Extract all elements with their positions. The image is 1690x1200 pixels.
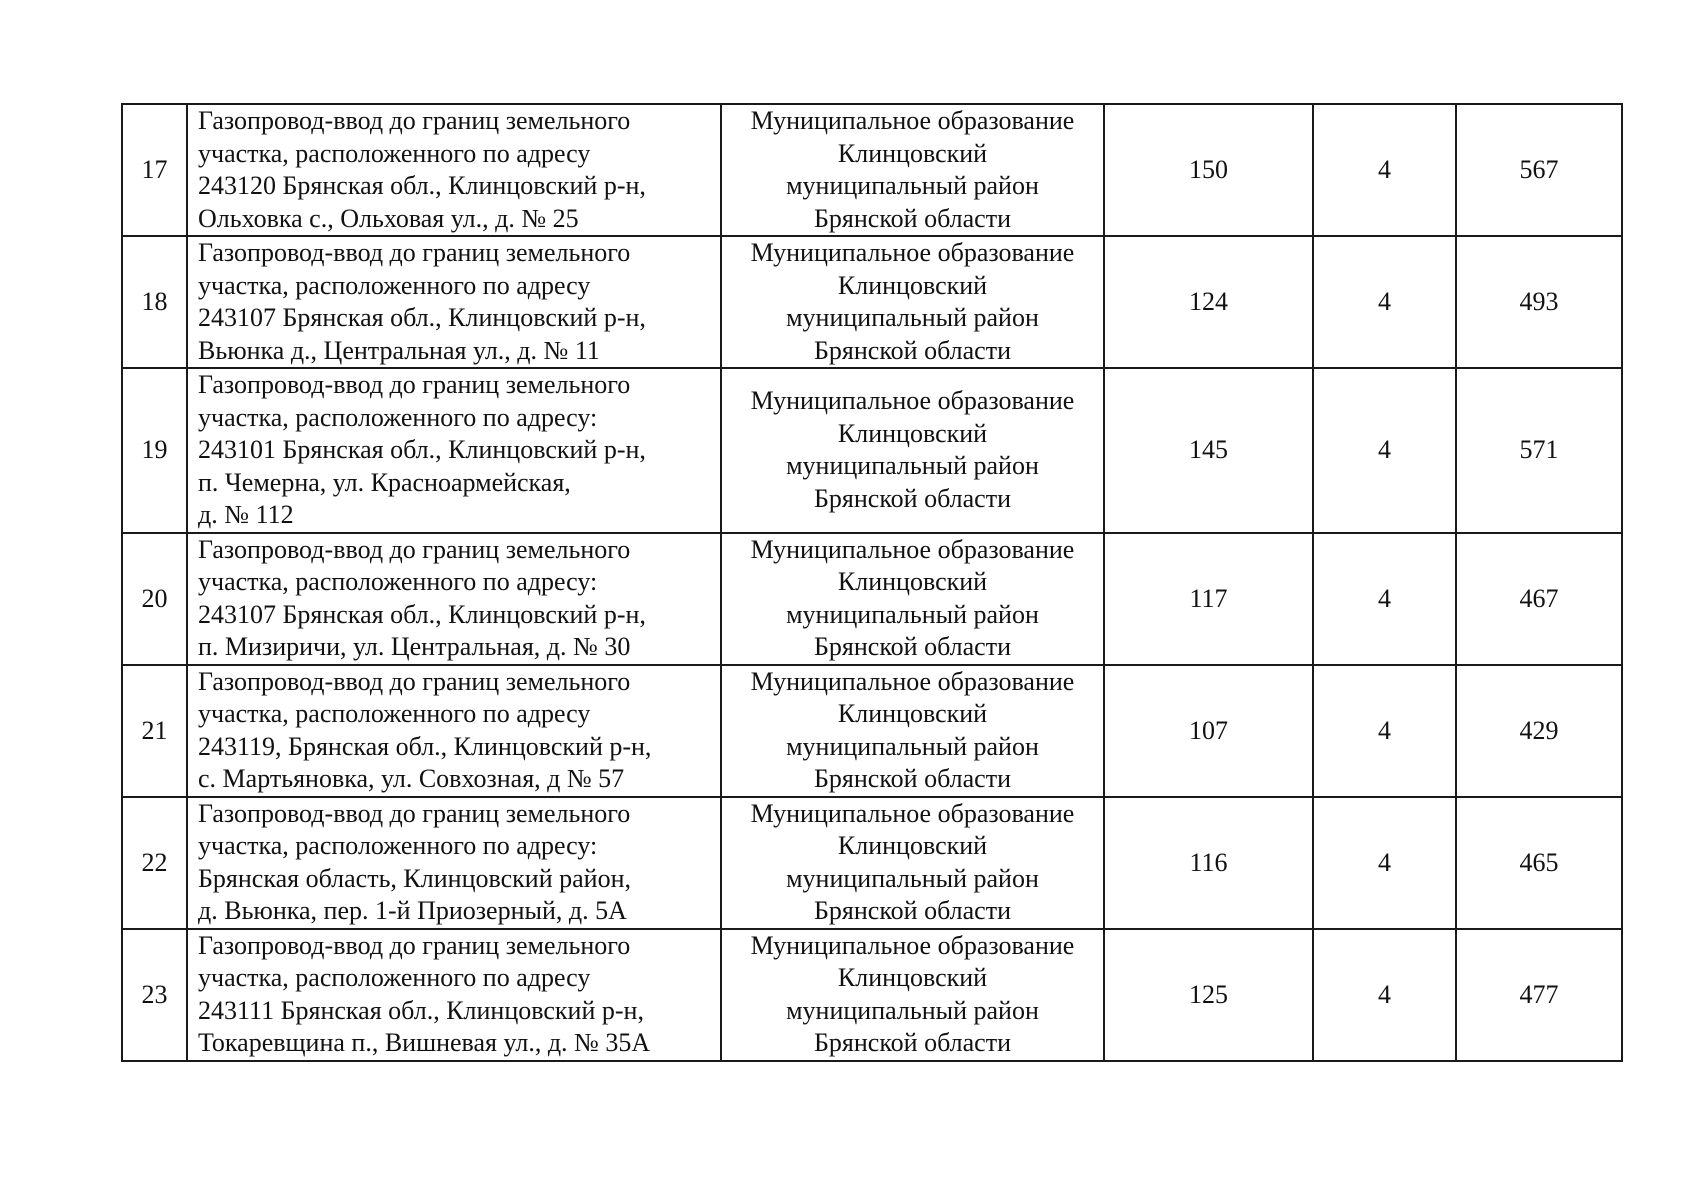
table-row — [122, 104, 1622, 236]
value-1: 145 — [1104, 368, 1313, 533]
value-2: 4 — [1313, 797, 1456, 929]
table-row — [122, 665, 1622, 797]
object-description: Газопровод-ввод до границ земельного участка, расположенного по адресу 243107 Брянская обл., Клинцовский р-н, Вьюнка д., Центральная ул., д. № 11 — [187, 236, 721, 368]
row-number: 21 — [122, 665, 187, 797]
row-number: 20 — [122, 533, 187, 665]
value-3: 567 — [1456, 104, 1622, 236]
table-row — [122, 797, 1622, 929]
value-3: 477 — [1456, 929, 1622, 1061]
table-row — [122, 533, 1622, 665]
object-description: Газопровод-ввод до границ земельного участка, расположенного по адресу: 243107 Брянская обл., Клинцовский р-н, п. Мизиричи, ул. Центральная, д. № 30 — [187, 533, 721, 665]
value-2: 4 — [1313, 236, 1456, 368]
value-3: 571 — [1456, 368, 1622, 533]
value-1: 107 — [1104, 665, 1313, 797]
table-row — [122, 929, 1622, 1061]
value-2: 4 — [1313, 104, 1456, 236]
owner-name: Муниципальное образование Клинцовский муниципальный район Брянской области — [721, 533, 1104, 665]
value-3: 429 — [1456, 665, 1622, 797]
table-row — [122, 236, 1622, 368]
table-row — [122, 368, 1622, 533]
row-number: 17 — [122, 104, 187, 236]
owner-name: Муниципальное образование Клинцовский муниципальный район Брянской области — [721, 104, 1104, 236]
value-2: 4 — [1313, 368, 1456, 533]
value-3: 467 — [1456, 533, 1622, 665]
owner-name: Муниципальное образование Клинцовский муниципальный район Брянской области — [721, 665, 1104, 797]
owner-name: Муниципальное образование Клинцовский муниципальный район Брянской области — [721, 368, 1104, 533]
row-number: 23 — [122, 929, 187, 1061]
owner-name: Муниципальное образование Клинцовский муниципальный район Брянской области — [721, 929, 1104, 1061]
value-1: 150 — [1104, 104, 1313, 236]
object-description: Газопровод-ввод до границ земельного участка, расположенного по адресу: 243101 Брянская обл., Клинцовский р-н, п. Чемерна, ул. Красноармейская, д. № 112 — [187, 368, 721, 533]
value-1: 125 — [1104, 929, 1313, 1061]
owner-name: Муниципальное образование Клинцовский муниципальный район Брянской области — [721, 797, 1104, 929]
value-1: 117 — [1104, 533, 1313, 665]
value-2: 4 — [1313, 533, 1456, 665]
value-1: 124 — [1104, 236, 1313, 368]
object-description: Газопровод-ввод до границ земельного участка, расположенного по адресу 243119, Брянская обл., Клинцовский р-н, с. Мартьяновка, ул. Совхозная, д № 57 — [187, 665, 721, 797]
value-3: 493 — [1456, 236, 1622, 368]
value-1: 116 — [1104, 797, 1313, 929]
value-2: 4 — [1313, 929, 1456, 1061]
registry-table — [121, 103, 1623, 1062]
value-3: 465 — [1456, 797, 1622, 929]
row-number: 19 — [122, 368, 187, 533]
row-number: 22 — [122, 797, 187, 929]
value-2: 4 — [1313, 665, 1456, 797]
object-description: Газопровод-ввод до границ земельного участка, расположенного по адресу 243120 Брянская обл., Клинцовский р-н, Ольховка с., Ольховая ул., д. № 25 — [187, 104, 721, 236]
owner-name: Муниципальное образование Клинцовский муниципальный район Брянской области — [721, 236, 1104, 368]
object-description: Газопровод-ввод до границ земельного участка, расположенного по адресу: Брянская область, Клинцовский район, д. Вьюнка, пер. 1-й Приозерный, д. 5А — [187, 797, 721, 929]
row-number: 18 — [122, 236, 187, 368]
object-description: Газопровод-ввод до границ земельного участка, расположенного по адресу 243111 Брянская обл., Клинцовский р-н, Токаревщина п., Вишневая ул., д. № 35А — [187, 929, 721, 1061]
